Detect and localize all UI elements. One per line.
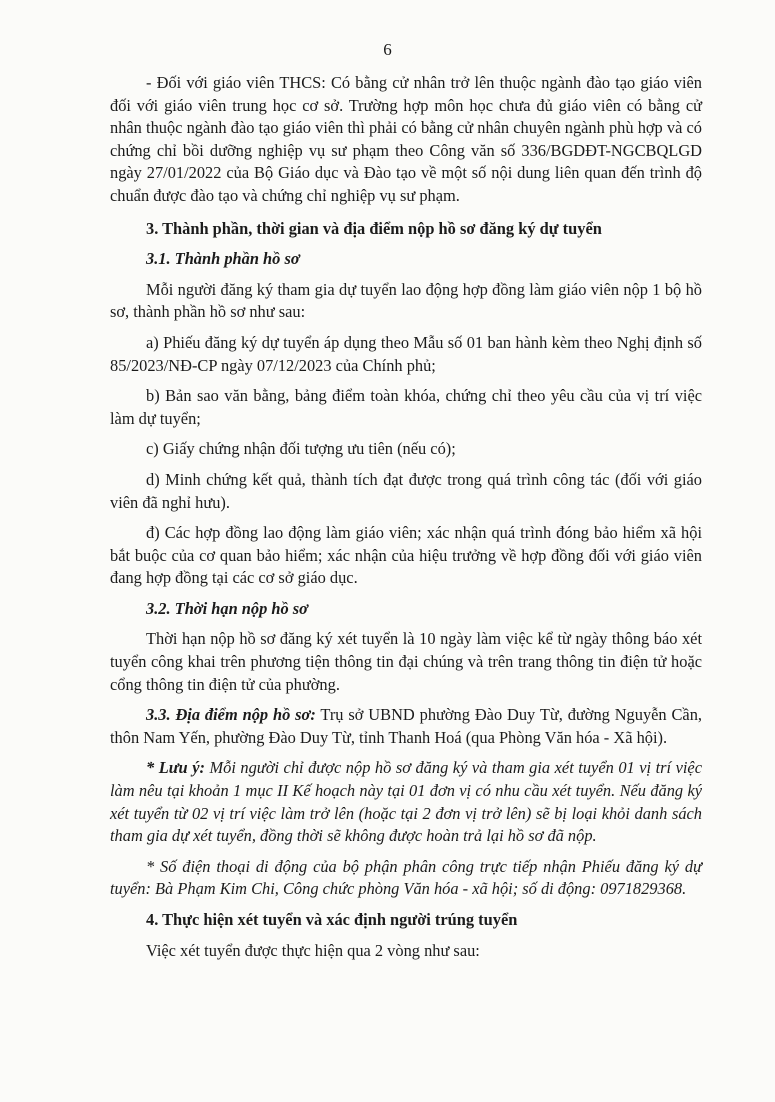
list-item-dd: đ) Các hợp đồng lao động làm giáo viên; xác nhận quá trình đóng bảo hiểm xã hội bắt buộc của cơ quan bảo hiểm; xác nhận của hiệu trưởng về hợp đồng đối với giáo viên đang hợp đồng tại các cơ sở giáo dục. — [110, 523, 702, 588]
heading-section-3-3: 3.3. Địa điểm nộp hồ sơ: — [146, 705, 316, 725]
paragraph-rounds: Việc xét tuyển được thực hiện qua 2 vòng như sau: — [146, 940, 480, 960]
list-item-c: c) Giấy chứng nhận đối tượng ưu tiên (nếu có); — [146, 439, 456, 459]
note-text: Mỗi người chỉ được nộp hồ sơ đăng ký và tham gia xét tuyển 01 vị trí việc làm nêu tại khoản 1 mục II Kế hoạch này tại 01 đơn vị có nhu cầu xét tuyển. Nếu đăng ký xét tuyển từ 02 vị trí việc làm trở lên (hoặc tại 2 đơn vị trở lên) sẽ bị loại khỏi danh sách tham gia dự xét tuyển, đồng thời sẽ không được hoàn trả lại hồ sơ đã nộp. — [110, 758, 702, 846]
paragraph-note — [110, 757, 702, 847]
paragraph-intro: Mỗi người đăng ký tham gia dự tuyển lao động hợp đồng làm giáo viên nộp 1 bộ hồ sơ, thành phần hồ sơ như sau: — [110, 279, 702, 322]
paragraph-teacher-thcs: - Đối với giáo viên THCS: Có bằng cử nhân trở lên thuộc ngành đào tạo giáo viên đối với giáo viên trung học cơ sở. Trường hợp môn học chưa đủ giáo viên có bằng cử nhân thuộc ngành đào tạo giáo viên thì phải có bằng cử nhân chuyên ngành phù hợp và có chứng chỉ bồi dưỡng nghiệp vụ sư phạm theo Công văn số 336/BGDĐT-NGCBQLGD ngày 27/01/2022 của Bộ Giáo dục và Đào tạo về một số nội dung liên quan đến trình độ chuẩn được đào tạo và chứng chỉ nghiệp vụ sư phạm. — [110, 73, 702, 205]
paragraph-location — [110, 704, 702, 749]
heading-section-3: 3. Thành phần, thời gian và địa điểm nộp hồ sơ đăng ký dự tuyển — [146, 218, 602, 238]
location-text: Trụ sở UBND phường Đào Duy Từ, đường Nguyễn Cần, thôn Nam Yến, phường Đào Duy Từ, tỉnh Thanh Hoá (qua Phòng Văn hóa - Xã hội). — [110, 705, 702, 747]
list-item-a: a) Phiếu đăng ký dự tuyển áp dụng theo Mẫu số 01 ban hành kèm theo Nghị định số 85/2023/NĐ-CP ngày 07/12/2023 của Chính phủ; — [110, 332, 702, 375]
list-item-d: d) Minh chứng kết quả, thành tích đạt được trong quá trình công tác (đối với giáo viên đã nghỉ hưu). — [110, 469, 702, 512]
note-label: * Lưu ý: — [146, 758, 205, 778]
page-number: 6 — [383, 40, 392, 59]
paragraph-deadline: Thời hạn nộp hồ sơ đăng ký xét tuyển là 10 ngày làm việc kể từ ngày thông báo xét tuyển công khai trên phương tiện thông tin đại chúng và trên trang thông tin điện tử hoặc cổng thông tin điện tử của phường. — [110, 629, 702, 694]
heading-section-3-1: 3.1. Thành phần hồ sơ — [146, 249, 300, 269]
document-body — [110, 72, 702, 970]
heading-section-4: 4. Thực hiện xét tuyển và xác định người trúng tuyển — [146, 910, 518, 929]
list-item-b: b) Bản sao văn bằng, bảng điểm toàn khóa, chứng chỉ theo yêu cầu của vị trí việc làm dự tuyển; — [110, 386, 702, 428]
heading-section-3-2: 3.2. Thời hạn nộp hồ sơ — [146, 598, 308, 618]
paragraph-phone-note: * Số điện thoại di động của bộ phận phân công trực tiếp nhận Phiếu đăng ký dự tuyển: Bà Phạm Kim Chi, Công chức phòng Văn hóa - xã hội; số di động: 0971829368. — [110, 856, 702, 899]
